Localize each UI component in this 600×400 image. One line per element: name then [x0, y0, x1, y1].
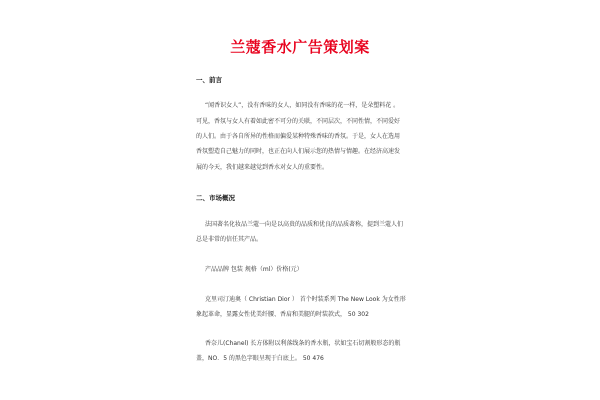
dior-entry-line: 克里司汀迪奥（ Christian Dior ） 首个时装系列 The New Look 为女性形 [205, 296, 406, 303]
preface-line: 的人们。由于各自所异的性格而偏爱某种特殊香味的香氛。于是，女人在选用 [196, 133, 401, 140]
chanel-entry-line: 香奈儿(Chanel) 长方体附以利落线条的香水瓶，状如宝石切割般形态的瓶 [205, 340, 401, 347]
dior-entry-line: 象起革命，显露女性优美纤腰、香肩和美腿的时装款式， 50 302 [196, 311, 369, 318]
preface-line: “闻香识女人”，没有香味的女人，如同没有香味的花一样，是朵塑料花 。 [205, 102, 400, 109]
market-intro-line: 法国著名化妆品兰蔻一向是以高贵的品质和优良的品质著称，提到兰蔻人们 [205, 221, 404, 228]
section-heading-market: 二、市场概况 [196, 194, 235, 202]
preface-line: 可见，香氛与女人有着如此密不可分的关联，不同层次，不同性情，不同爱好 [196, 118, 401, 125]
section-heading-preface: 一、前言 [196, 76, 222, 84]
product-table-header: 产品品牌 包装 规格（ml）价格(元） [205, 266, 303, 273]
chanel-entry-line: 盖，NO．5 的黑色字眼呈现于白底上。 50 476 [196, 355, 324, 362]
document-title: 兰蔻香水广告策划案 [230, 38, 370, 56]
preface-line: 香氛塑造自己魅力的同时，也正在向人们展示您的热情与情趣。在经济高速发 [196, 148, 401, 155]
preface-line: 展的今天，我们越来越觉到香水对女人的重要性。 [196, 164, 329, 171]
market-intro-line: 总是非常的信任其产品。 [196, 236, 263, 243]
